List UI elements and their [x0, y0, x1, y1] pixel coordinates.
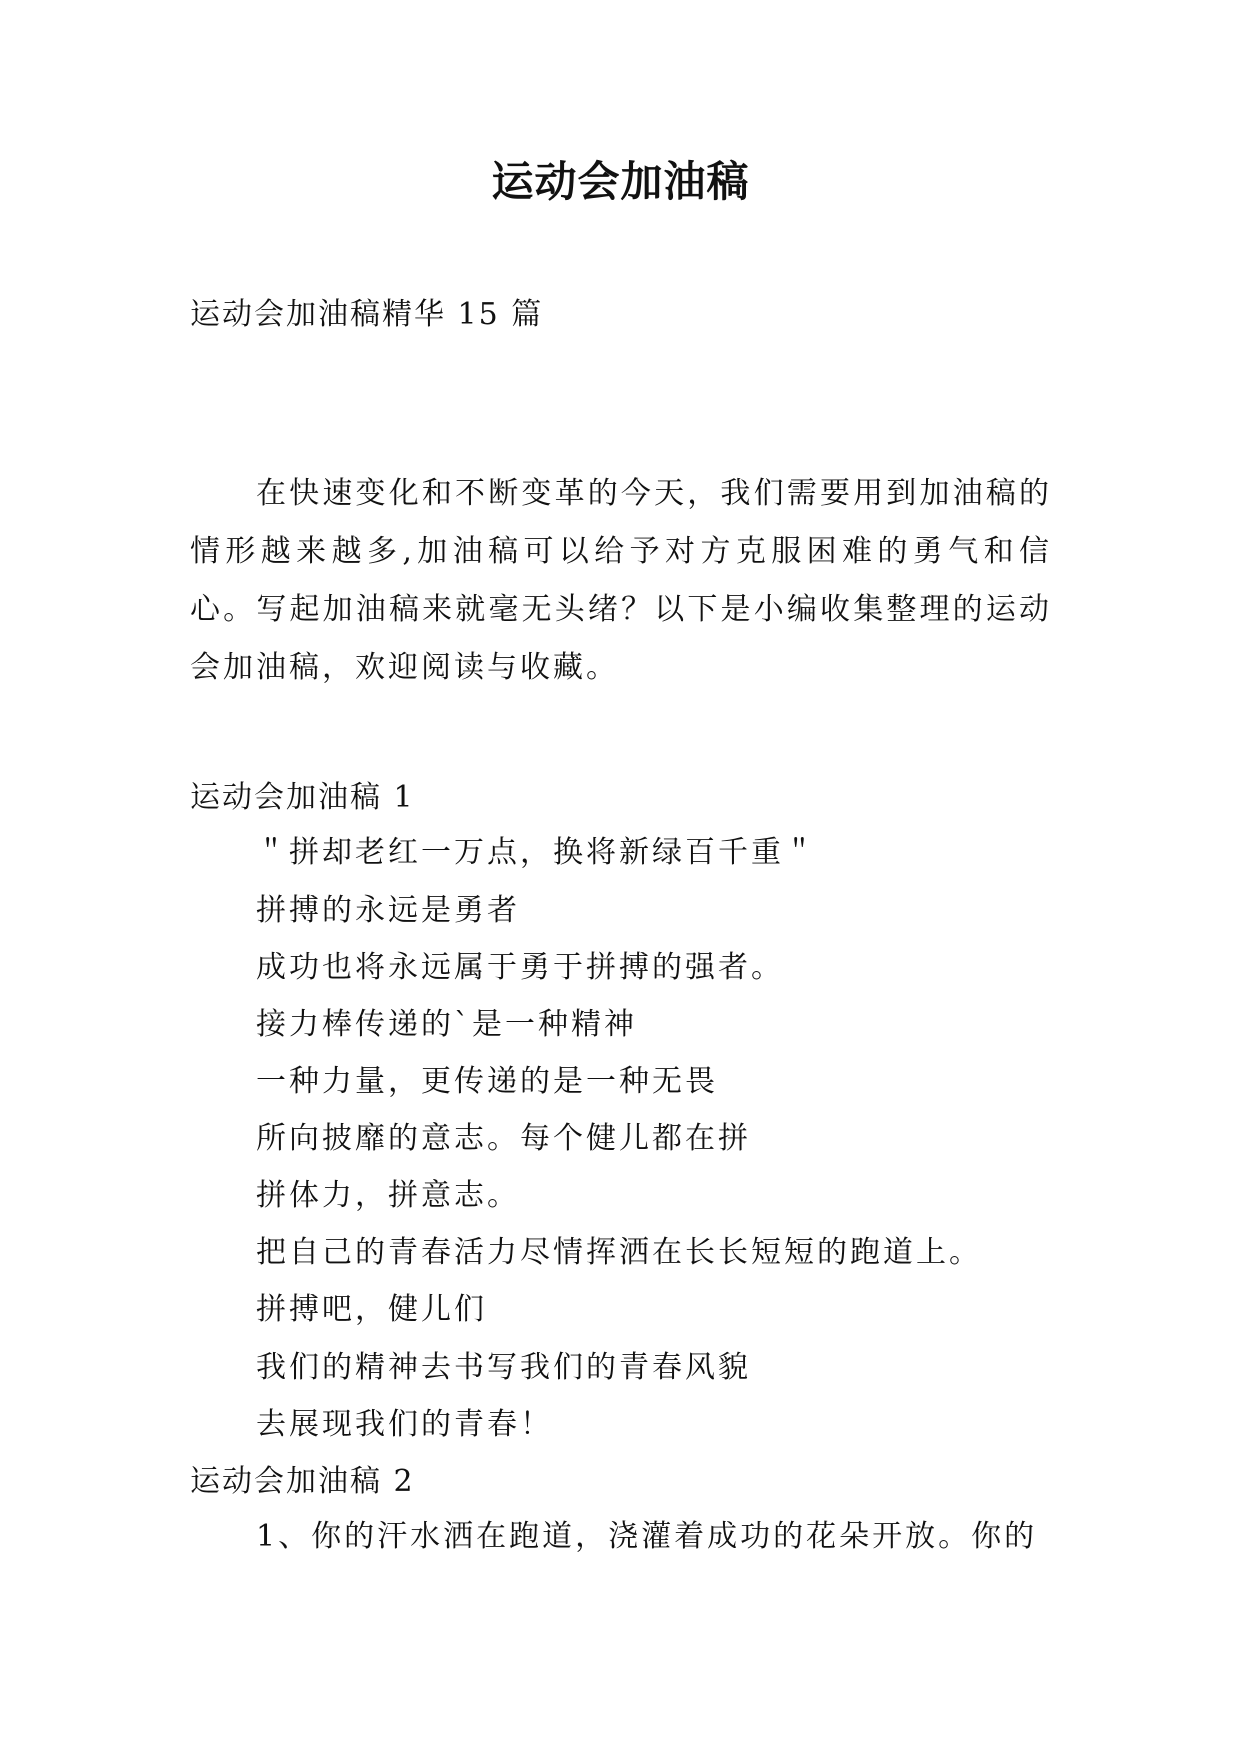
paragraph-line: 1、你的汗水洒在跑道，浇灌着成功的花朵开放。你的: [256, 1519, 1038, 1554]
poem-line: 把自己的青春活力尽情挥洒在长长短短的跑道上。: [256, 1235, 982, 1270]
poem-line: 一种力量，更传递的是一种无畏: [256, 1064, 718, 1099]
document-subtitle: 运动会加油稿精华 15 篇: [190, 297, 544, 332]
section-heading-1: 运动会加油稿 1: [190, 780, 415, 815]
page-title: 运动会加油稿: [491, 157, 750, 206]
poem-line: 所向披靡的意志。每个健儿都在拼: [256, 1121, 751, 1156]
intro-paragraph: 在快速变化和不断变革的今天，我们需要用到加油稿的情形越来越多,加油稿可以给予对方克服困难的勇气和信心。写起加油稿来就毫无头绪？以下是小编收集整理的运动会加油稿，欢迎阅读与收藏。: [190, 476, 1052, 685]
poem-line: 成功也将永远属于勇于拼搏的强者。: [256, 950, 784, 985]
section-heading-2: 运动会加油稿 2: [190, 1464, 415, 1499]
poem-line: 接力棒传递的`是一种精神: [256, 1007, 637, 1042]
poem-line: 去展现我们的青春！: [256, 1407, 553, 1442]
poem-line: 拼搏的永远是勇者: [256, 893, 520, 928]
poem-line: 拼搏吧，健儿们: [256, 1292, 487, 1327]
poem-line: ＂拼却老红一万点，换将新绿百千重＂: [256, 835, 817, 870]
poem-line: 我们的精神去书写我们的青春风貌: [256, 1350, 751, 1385]
poem-line: 拼体力，拼意志。: [256, 1178, 520, 1213]
